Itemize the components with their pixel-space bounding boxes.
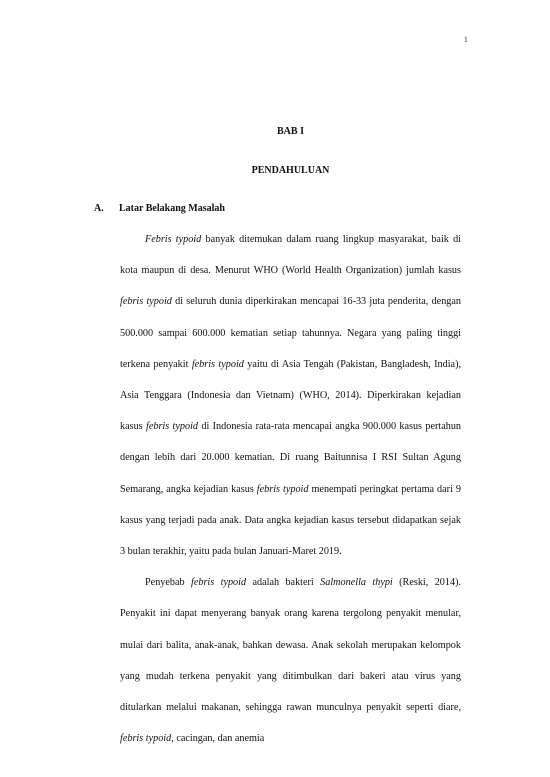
italic-term: Febris typoid — [145, 234, 202, 245]
text-run: menempati peringkat pertama dari 9 kasus yang terjadi pada anak. Data angka kejadian kasus tersebut didapatkan sejak 3 bulan terakhir, yaitu pada bulan Januari-Maret 2019. — [120, 483, 461, 558]
paragraph — [120, 224, 461, 567]
text-run: banyak ditemukan dalam ruang lingkup masyarakat, baik di kota maupun di desa. Menurut WHO (World Health Organization) jumlah kasus — [120, 234, 461, 277]
text-run: di Indonesia rata-rata mencapai angka 900.000 kasus pertahun dengan lebih dari 20.000 kematian. Di ruang Baitunnisa I RSI Sultan Agung Semarang, angka kejadian kasus — [120, 421, 462, 495]
section-title: Latar Belakang Masalah — [119, 203, 225, 214]
text-run: adalah bakteri — [246, 577, 321, 589]
body-text — [120, 224, 461, 754]
italic-term: febris typoid — [191, 577, 247, 589]
italic-term: febris typoid — [191, 358, 244, 370]
chapter-title: PENDAHULUAN — [251, 165, 330, 176]
italic-term: Salmonella thypi — [320, 577, 393, 589]
italic-term: febris typoid — [146, 421, 199, 433]
section-heading — [94, 203, 225, 214]
text-run: di seluruh dunia diperkirakan mencapai 16-33 juta penderita, dengan 500.000 sampai 600.000 kematian setiap tahunnya. Negara yang paling tinggi terkena penyakit — [120, 296, 461, 370]
text-run: Penyebab — [145, 577, 192, 589]
text-run: yaitu di Asia Tengah (Pakistan, Bangladesh, India), Asia Tenggara (Indonesia dan Vietnam) (WHO, 2014). Diperkirakan kejadian kasus — [120, 358, 462, 433]
paragraph — [120, 567, 461, 754]
italic-term: febris typoid — [120, 296, 172, 308]
text-run: , cacingan, dan anemia — [171, 733, 265, 745]
italic-term: febris typoid — [120, 733, 172, 745]
chapter-label: BAB I — [277, 126, 304, 137]
section-letter: A. — [94, 203, 104, 214]
text-run: (Reski, 2014). Penyakit ini dapat menyerang banyak orang karena tergolong penyakit menular, mulai dari balita, anak-anak, bahkan dewasa. Anak sekolah merupakan kelompok yang mudah terkena penyakit yang ditimbulkan dari bakeri atau virus yang ditularkan melalui makanan, sehingga rawan munculnya penyakit seperti diare, — [120, 577, 462, 714]
page-number: 1 — [463, 34, 468, 44]
italic-term: febris typoid — [256, 483, 309, 495]
